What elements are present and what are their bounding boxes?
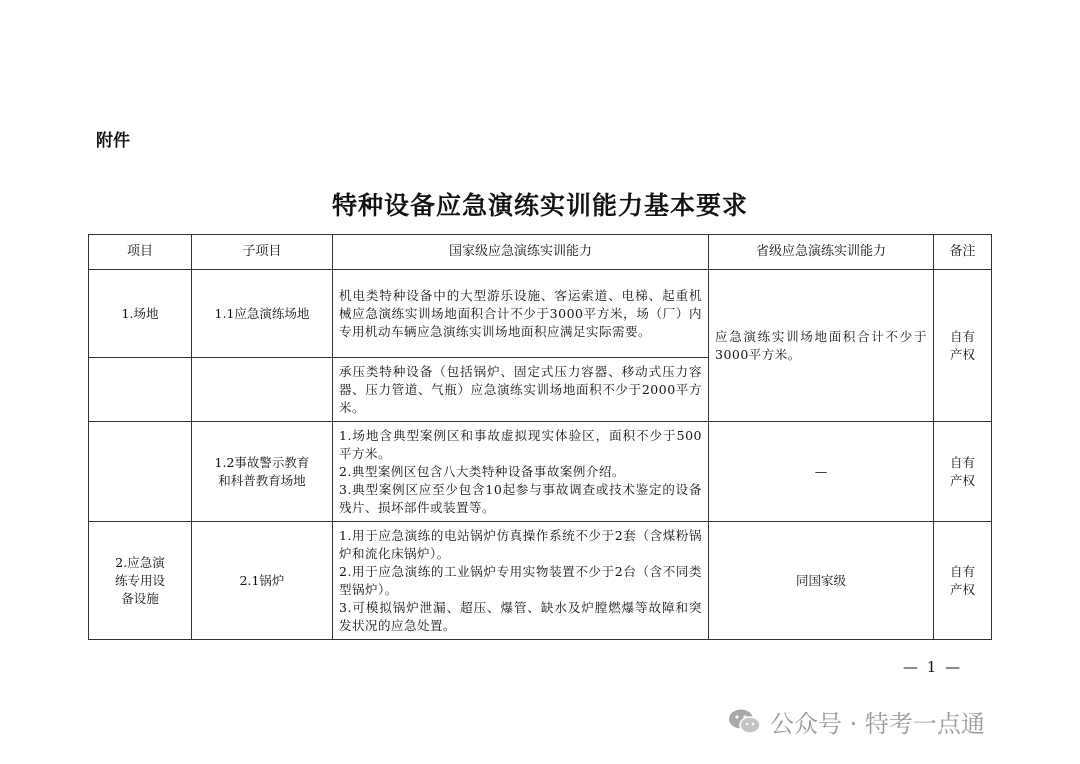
row1-national-a: 机电类特种设备中的大型游乐设施、客运索道、电梯、起重机械应急演练实训场地面积合计不少于3000平方米，场（厂）内专用机动车辆应急演练实训场地面积应满足实际需要。 <box>333 270 709 358</box>
wechat-icon <box>728 708 762 736</box>
row2-subitem <box>192 422 333 522</box>
row2-note <box>934 422 992 522</box>
row2-national-line-1: 1.场地含典型案例区和事故虚拟现实体验区，面积不少于500平方米。 <box>339 427 702 461</box>
row2-national-line-3: 3.典型案例区应至少包含10起参与事故调查或技术鉴定的设备残片、损坏部件或装置等。 <box>339 481 702 515</box>
table-row <box>89 270 992 358</box>
page-number: — 1 — <box>903 658 963 676</box>
table-header-row <box>89 235 992 270</box>
row3-provincial: 同国家级 <box>709 522 934 640</box>
header-national: 国家级应急演练实训能力 <box>333 235 709 270</box>
row2-item-empty <box>89 422 192 522</box>
row3-national-line-1: 1.用于应急演练的电站锅炉仿真操作系统不少于2套（含煤粉锅炉和流化床锅炉）。 <box>339 527 702 561</box>
row3-note <box>934 522 992 640</box>
row1-national-b: 承压类特种设备（包括锅炉、固定式压力容器、移动式压力容器、压力管道、气瓶）应急演练实训场地面积不少于2000平方米。 <box>333 358 709 422</box>
row2-note-text: 自有产权 <box>949 454 975 488</box>
row3-national-line-2: 2.用于应急演练的工业锅炉专用实物装置不少于2台（含不同类型锅炉）。 <box>339 563 702 597</box>
table-row <box>89 422 992 522</box>
row2-national-line-2: 2.典型案例区包含八大类特种设备事故案例介绍。 <box>339 463 625 479</box>
row1-item: 1.场地 <box>89 270 192 358</box>
header-subitem: 子项目 <box>192 235 333 270</box>
row3-national-line-3: 3.可模拟锅炉泄漏、超压、爆管、缺水及炉膛燃爆等故障和突发状况的应急处置。 <box>339 599 702 633</box>
row3-note-text: 自有产权 <box>949 563 975 597</box>
row2-national <box>333 422 709 522</box>
header-item: 项目 <box>89 235 192 270</box>
row3-item-text: 2.应急演练专用设备设施 <box>114 554 165 606</box>
table-row <box>89 522 992 640</box>
row3-item <box>89 522 192 640</box>
row1b-item-empty <box>89 358 192 422</box>
row1-provincial: 应急演练实训场地面积合计不少于3000平方米。 <box>709 270 934 422</box>
row2-provincial: — <box>709 422 934 522</box>
row1-note-text: 自有产权 <box>949 328 975 362</box>
row1-subitem: 1.1应急演练场地 <box>192 270 333 358</box>
row3-subitem: 2.1锅炉 <box>192 522 333 640</box>
attachment-label: 附件 <box>96 131 130 151</box>
requirements-table <box>88 234 992 640</box>
header-provincial: 省级应急演练实训能力 <box>709 235 934 270</box>
header-note: 备注 <box>934 235 992 270</box>
watermark-text: 公众号 · 特考一点通 <box>770 710 985 738</box>
watermark <box>728 704 985 739</box>
row2-subitem-text: 1.2事故警示教育和科普教育场地 <box>214 454 310 488</box>
row1b-subitem-empty <box>192 358 333 422</box>
row1-note <box>934 270 992 422</box>
page-title: 特种设备应急演练实训能力基本要求 <box>331 191 748 220</box>
row3-national <box>333 522 709 640</box>
